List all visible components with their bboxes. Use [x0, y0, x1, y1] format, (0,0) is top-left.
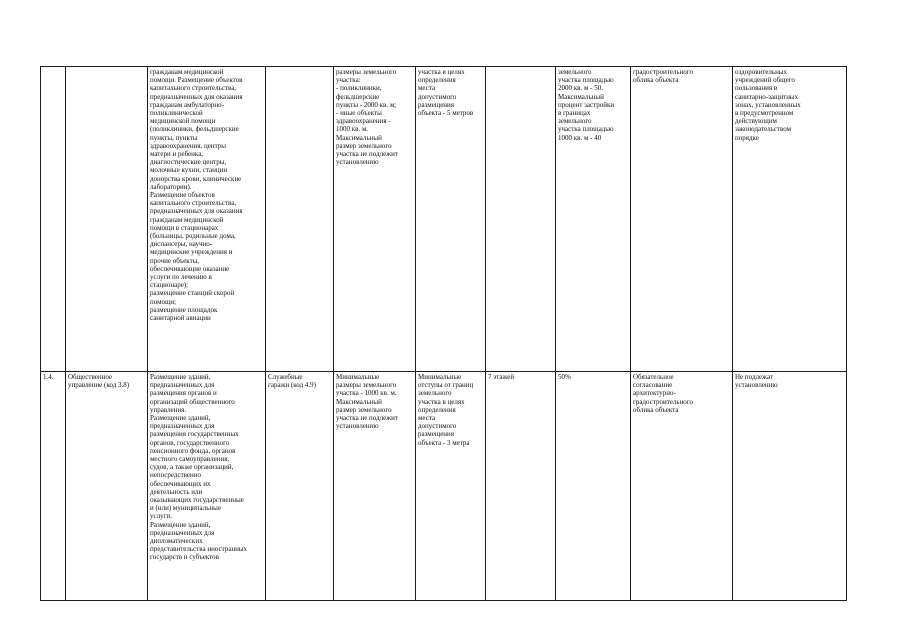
cell-text-line: Максимальный: [558, 92, 604, 101]
cell-text-line: размеры земельного: [336, 68, 397, 76]
cell-text-line: управление (код 3.8): [68, 381, 130, 390]
cell-text-line: и (или) муниципальные: [150, 504, 221, 513]
cell-text-line: гражданам амбулаторно-: [150, 100, 225, 109]
cell-text-line: Обязательное: [633, 373, 674, 381]
cell-text-line: установлению: [336, 422, 379, 431]
coverage-cell: [556, 372, 631, 601]
cell-text-line: земельного: [558, 117, 592, 126]
cell-text-line: капитального строительства,: [150, 84, 237, 93]
cell-text-line: размер земельного: [336, 405, 392, 414]
cell-text-line: законодательством: [735, 125, 792, 134]
cell-text-line: размещения государственных: [150, 430, 239, 439]
cell-text-line: помощи в стационарах: [150, 223, 219, 232]
cell-text-line: 2000 кв. м - 50.: [558, 84, 603, 93]
zone-cell: [66, 372, 148, 601]
cell-text-line: размещения: [418, 100, 455, 109]
cell-text-line: места: [418, 84, 436, 93]
row-id-cell: [41, 372, 66, 601]
cell-text-line: размещение площадок: [150, 305, 218, 314]
cell-text-line: Не подлежат: [735, 373, 773, 381]
architecture-cell: [631, 67, 733, 372]
cell-text-line: капитального строительства,: [150, 199, 237, 208]
cell-text-line: стационаре);: [150, 281, 189, 290]
setbacks-cell: [416, 372, 486, 601]
zoning-regulations-table: [40, 66, 847, 601]
cell-text-line: санитарной авиации: [150, 314, 211, 323]
cell-text-line: участка не подлежит: [336, 414, 398, 423]
cell-text-line: 50%: [558, 373, 571, 381]
cell-text-line: диагностические центры,: [150, 158, 227, 167]
cell-text-line: в предусмотренном: [735, 109, 794, 118]
main-use-cell: [148, 67, 266, 372]
cell-text-line: судов, а также организаций,: [150, 463, 234, 472]
cell-text-line: деятельность или: [150, 487, 203, 496]
cell-text-line: действующим: [735, 117, 777, 126]
zone-cell: [66, 67, 148, 372]
cell-text-line: представительства иностранных: [150, 545, 248, 554]
cell-text-line: 1000 кв. м - 40: [558, 133, 602, 142]
cell-text-line: согласование: [633, 381, 673, 390]
cell-text-line: установлению: [336, 158, 379, 167]
cell-text-line: предназначенных для: [150, 422, 215, 431]
restrictions-cell: [733, 67, 847, 372]
cell-text-line: предназначенных для: [150, 381, 215, 390]
cell-text-line: прочие объекты,: [150, 256, 200, 265]
cell-text-line: размер земельного: [336, 141, 392, 150]
cell-text-line: учреждений общего: [735, 76, 795, 85]
cell-text-line: порядке: [735, 133, 759, 142]
cell-text-line: участка в целях: [418, 397, 465, 406]
cell-text-line: участка площадью: [558, 125, 614, 134]
cell-text-line: гаражи (код 4.9): [268, 381, 316, 390]
cell-text-line: оказывающих государственные: [150, 496, 244, 505]
cell-text-line: органов, государственного: [150, 438, 230, 447]
cell-text-line: Минимальные: [418, 373, 462, 381]
cell-text-line: - иные объекты: [336, 109, 382, 118]
table-row: [41, 372, 847, 601]
row-id-cell: [41, 67, 66, 372]
cell-text-line: отступы от границ: [418, 381, 474, 390]
cell-text-line: Размещение объектов: [150, 191, 215, 200]
cell-text-line: места: [418, 414, 436, 423]
cell-text-line: пенсионного фонда, органов: [150, 446, 236, 455]
cell-text-line: архитектурно-: [633, 389, 676, 398]
plot-size-cell: [334, 67, 416, 372]
cell-text-line: услуги по лечению в: [150, 273, 212, 282]
cell-text-line: здравоохранения -: [336, 117, 391, 126]
cell-text-line: 1000 кв. м.: [336, 125, 369, 134]
cell-text-line: Размещение зданий,: [150, 373, 211, 381]
cell-text-line: организаций общественного: [150, 397, 235, 406]
cell-text-line: Максимальный: [336, 397, 382, 406]
cell-text-line: участка в целях: [418, 68, 465, 76]
cell-text-line: (больницы, родильные дома,: [150, 232, 236, 241]
cell-text-line: непосредственно: [150, 471, 201, 480]
floors-cell: [486, 372, 556, 601]
cell-text-line: допустимого: [418, 92, 457, 101]
architecture-cell: [631, 372, 733, 601]
cell-text-line: в границах: [558, 109, 591, 118]
cell-text-line: земельного: [418, 389, 452, 398]
cell-text-line: местного самоуправления,: [150, 455, 230, 464]
cell-text-line: молочные кухни, станции: [150, 166, 228, 175]
cell-text-line: участка не подлежит: [336, 150, 398, 159]
cell-text-line: предназначенных для: [150, 528, 215, 537]
cell-text-line: обеспечивающие оказание: [150, 264, 230, 273]
cell-text-line: определения: [418, 76, 456, 85]
cell-text-line: градостроительного: [633, 68, 694, 76]
cell-text-line: облика объекта: [633, 405, 679, 414]
restrictions-cell: [733, 372, 847, 601]
cell-text-line: предназначенных для оказания: [150, 207, 243, 216]
cell-text-line: пункты - 2000 кв. м;: [336, 100, 397, 109]
cell-text-line: обеспечивающих их: [150, 479, 211, 488]
auxiliary-use-cell: [266, 372, 334, 601]
document-page: [40, 66, 846, 600]
cell-text-line: предназначенных для оказания: [150, 92, 243, 101]
cell-text-line: поликлинической: [150, 109, 203, 118]
cell-text-line: допустимого: [418, 422, 457, 431]
cell-text-line: Минимальные: [336, 373, 380, 381]
cell-text-line: объекта - 3 метра: [418, 438, 470, 447]
setbacks-cell: [416, 67, 486, 372]
cell-text-line: 7 этажей: [488, 373, 515, 381]
cell-text-line: государств и субъектов: [150, 553, 219, 562]
cell-text-line: градостроительного: [633, 397, 694, 406]
cell-text-line: оздоровительных: [735, 68, 788, 76]
auxiliary-use-cell: [266, 67, 334, 372]
coverage-cell: [556, 67, 631, 372]
cell-text-line: Общественное: [68, 373, 113, 381]
plot-size-cell: [334, 372, 416, 601]
cell-text-line: гражданам медицинской: [150, 215, 224, 224]
table-row: [41, 67, 847, 372]
cell-text-line: Размещение зданий,: [150, 520, 211, 529]
cell-text-line: здравоохранения, центры: [150, 141, 227, 150]
cell-text-line: установлению: [735, 381, 778, 390]
cell-text-line: - поликлиники,: [336, 84, 382, 93]
cell-text-line: лаборатории).: [150, 182, 192, 191]
cell-text-line: участка - 1000 кв. м.: [336, 389, 397, 398]
cell-text-line: размещения органов и: [150, 389, 217, 398]
cell-text-line: дипломатических: [150, 537, 203, 546]
main-use-cell: [148, 372, 266, 601]
cell-text-line: матери и ребенка,: [150, 150, 204, 159]
cell-text-line: пользования в: [735, 84, 778, 93]
cell-text-line: облика объекта: [633, 76, 679, 85]
cell-text-line: донорства крови, клинические: [150, 174, 242, 183]
cell-text-line: управления.: [150, 405, 187, 414]
cell-text-line: гражданам медицинской: [150, 68, 224, 76]
cell-text-line: медицинской помощи: [150, 117, 216, 126]
floors-cell: [486, 67, 556, 372]
cell-text-line: Служебные: [268, 373, 303, 381]
cell-text-line: помощи;: [150, 297, 177, 306]
cell-text-line: зонах, установленных: [735, 100, 801, 109]
cell-text-line: участка:: [336, 76, 361, 85]
cell-text-line: фельдшерские: [336, 92, 380, 101]
cell-text-line: диспансеры, научно-: [150, 240, 213, 249]
cell-text-line: санитарно-защитных: [735, 92, 799, 101]
cell-text-line: процент застройки: [558, 100, 615, 109]
cell-text-line: объекта - 5 метров: [418, 109, 474, 118]
cell-text-line: услуги.: [150, 512, 172, 521]
cell-text-line: Размещение зданий,: [150, 414, 211, 423]
cell-text-line: размеры земельного: [336, 381, 397, 390]
cell-text-line: пункты, пункты: [150, 133, 198, 142]
cell-text-line: участка площадью: [558, 76, 614, 85]
cell-text-line: определения: [418, 405, 456, 414]
cell-text-line: помощи. Размещение объектов: [150, 76, 243, 85]
cell-text-line: Максимальный: [336, 133, 382, 142]
cell-text-line: земельного: [558, 68, 592, 76]
cell-text-line: медицинские учреждения и: [150, 248, 233, 257]
cell-text-line: размещения: [418, 430, 455, 439]
cell-text-line: размещение станций скорой: [150, 289, 235, 298]
cell-text-line: 1.4.: [43, 373, 54, 381]
cell-text-line: (поликлиники, фельдшерские: [150, 125, 239, 134]
